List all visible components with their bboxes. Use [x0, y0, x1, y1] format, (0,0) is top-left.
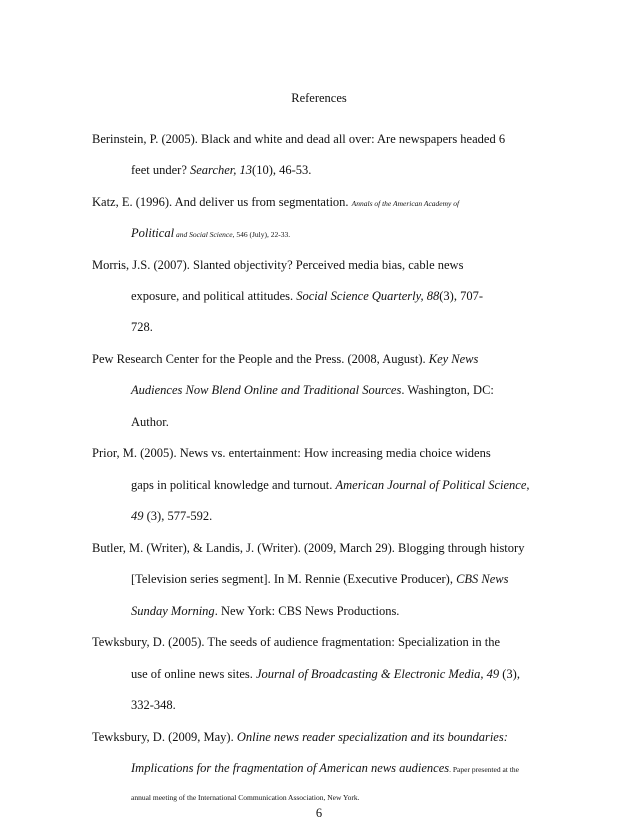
ref-tewksbury-2005-line-3	[131, 697, 176, 713]
ref-title: CBS News	[456, 572, 509, 586]
page-number: 6	[315, 806, 323, 820]
ref-title: Implications for the fragmentation of American news audiences	[131, 761, 450, 775]
ref-butler-line-3	[131, 603, 399, 619]
ref-text: (3), 577-592.	[143, 509, 213, 523]
ref-tewksbury-2009-line-2	[131, 760, 519, 778]
ref-text: Tewksbury, D. (2009, May).	[92, 730, 237, 744]
ref-prior-line-3	[131, 508, 212, 524]
ref-text: Pew Research Center for the People and the Press. (2008, August).	[92, 352, 429, 366]
ref-journal: Journal of Broadcasting & Electronic Media, 49	[255, 667, 500, 681]
ref-title: Sunday Morning	[131, 604, 215, 618]
ref-journal: Searcher, 13	[190, 163, 253, 177]
ref-tewksbury-2009-line-3	[131, 790, 360, 806]
ref-text: (10), 46-53.	[252, 163, 312, 177]
ref-morris-line-1	[92, 257, 463, 273]
ref-text: (3),	[499, 667, 520, 681]
ref-tewksbury-2005-line-1	[92, 634, 500, 650]
ref-butler-line-2	[131, 571, 509, 587]
ref-morris-line-3	[131, 319, 153, 335]
ref-text: . Washington, DC:	[401, 383, 494, 397]
ref-journal: and Social Science	[174, 230, 233, 239]
ref-text: Berinstein, P. (2005). Black and white and dead all over: Are newspapers headed 6	[92, 132, 506, 146]
ref-berinstein-line-1	[92, 131, 505, 147]
ref-berinstein-line-2	[131, 162, 311, 178]
ref-text: . New York: CBS News Productions.	[214, 604, 400, 618]
ref-prior-line-1	[92, 445, 491, 461]
ref-text: Author.	[131, 415, 169, 429]
ref-text: . Paper presented at the	[449, 765, 519, 774]
ref-text: use of online news sites.	[131, 667, 256, 681]
ref-text: 728.	[131, 320, 153, 334]
ref-text: Prior, M. (2005). News vs. entertainment: How increasing media choice widens	[92, 446, 491, 460]
ref-text: feet under?	[131, 163, 190, 177]
ref-pew-line-1	[92, 351, 478, 367]
ref-title: Audiences Now Blend Online and Traditional Sources	[131, 383, 402, 397]
ref-text: gaps in political knowledge and turnout.	[131, 478, 336, 492]
ref-text: Butler, M. (Writer), & Landis, J. (Writer). (2009, March 29). Blogging through history	[92, 541, 525, 555]
ref-text: Morris, J.S. (2007). Slanted objectivity? Perceived media bias, cable news	[92, 258, 464, 272]
ref-pew-line-2	[131, 382, 494, 398]
ref-butler-line-1	[92, 540, 524, 556]
ref-text: (3), 707-	[439, 289, 484, 303]
ref-journal: American Journal of Political Science,	[335, 478, 530, 492]
ref-pew-line-3	[131, 414, 169, 430]
ref-katz-line-1	[92, 194, 459, 212]
ref-morris-line-2	[131, 288, 483, 304]
ref-journal: Political	[131, 226, 175, 240]
ref-text: 332-348.	[131, 698, 176, 712]
references-heading: References	[291, 91, 347, 105]
ref-text: [Television series segment]. In M. Rennie (Executive Producer),	[131, 572, 457, 586]
ref-tewksbury-2005-line-2	[131, 666, 520, 682]
ref-text: Katz, E. (1996). And deliver us from segmentation.	[92, 195, 352, 209]
ref-volume: 49	[131, 509, 144, 523]
ref-text: , 546 (July), 22-33.	[232, 230, 291, 239]
ref-katz-line-2	[131, 225, 290, 243]
ref-text: annual meeting of the International Communication Association, New York.	[131, 793, 360, 802]
ref-tewksbury-2009-line-1	[92, 729, 508, 745]
ref-prior-line-2	[131, 477, 530, 493]
ref-title: Key News	[428, 352, 479, 366]
ref-text: exposure, and political attitudes.	[131, 289, 297, 303]
ref-journal: Annals of the American Academy of	[351, 199, 460, 208]
ref-journal: Social Science Quarterly, 88	[296, 289, 440, 303]
ref-text: Tewksbury, D. (2005). The seeds of audience fragmentation: Specialization in the	[92, 635, 501, 649]
ref-title: Online news reader specialization and its boundaries:	[236, 730, 508, 744]
